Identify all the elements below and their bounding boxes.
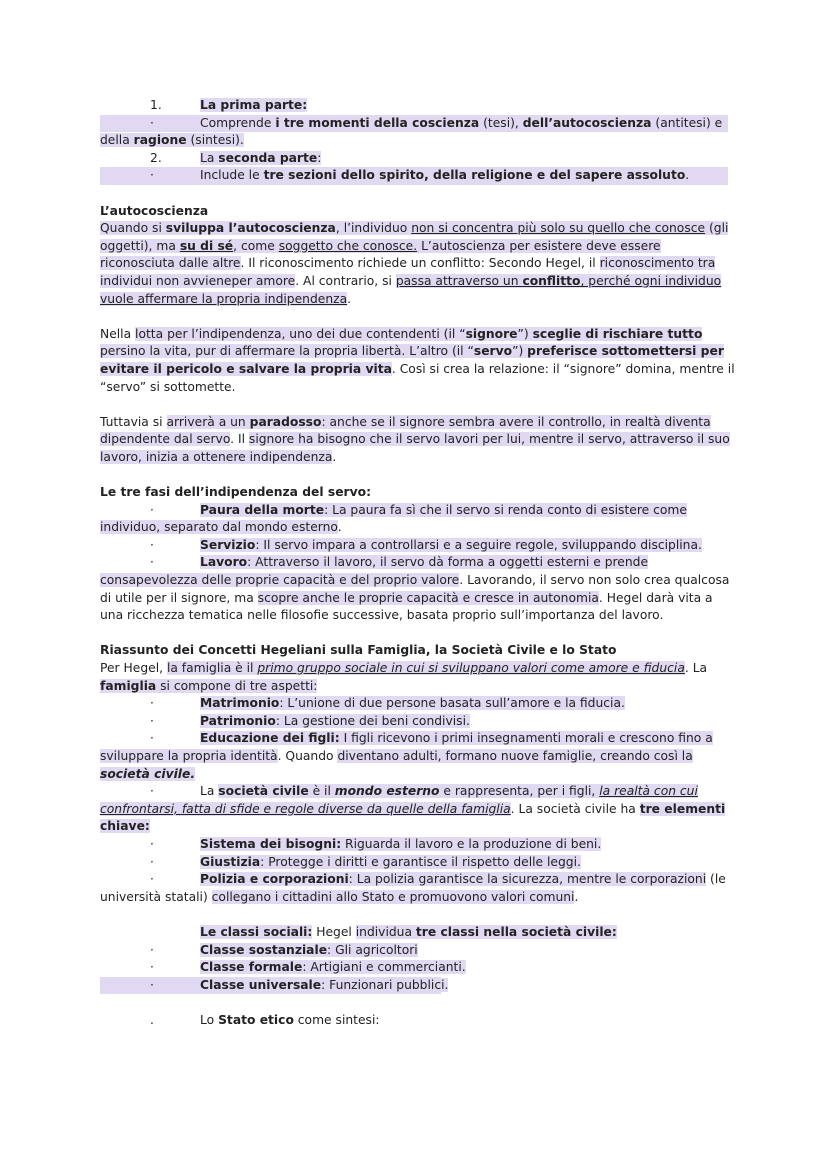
list-item: · Classe universale: Funzionari pubblici. xyxy=(100,977,728,995)
text-line: riconosciuta dalle altre. Il riconoscimento richiede un conflitto: Secondo Hegel, il riconoscimento tra xyxy=(100,256,716,271)
list-item: Le classi sociali: Hegel individua tre classi nella società civile: xyxy=(200,924,617,939)
list-item: · Classe formale: Artigiani e commercianti. xyxy=(100,959,728,977)
text-line: sviluppare la propria identità. Quando diventano adulti, formano nuove famiglie, creando così la xyxy=(100,748,693,763)
text-line: chiave: xyxy=(100,819,150,834)
list-number: 2. xyxy=(150,150,162,165)
document-page xyxy=(100,97,735,1029)
text-line: persino la vita, pur di affermare la propria libertà. L’altro (il “servo”) preferisce sottomettersi per xyxy=(100,344,724,359)
text-line: famiglia si compone di tre aspetti: xyxy=(100,678,318,693)
bullet: . xyxy=(150,1012,154,1027)
bullet: · xyxy=(150,784,154,799)
text-line: della ragione (sintesi). xyxy=(100,133,244,148)
list-item: · Comprende i tre momenti della coscienza (tesi), dell’autocoscienza (antitesi) e xyxy=(100,115,728,133)
text-line: lavoro, inizia a ottenere indipendenza. xyxy=(100,449,337,464)
bullet: · xyxy=(150,696,154,711)
section-heading: Le tre fasi dell’indipendenza del servo: xyxy=(100,485,371,500)
list-item: · Matrimonio: L’unione di due persone basata sull’amore e la fiducia. xyxy=(100,695,728,713)
list-item: · Include le tre sezioni dello spirito, della religione e del sapere assoluto. xyxy=(100,167,728,185)
list-number: 1. xyxy=(150,98,162,112)
list-item xyxy=(100,97,728,115)
bullet: · xyxy=(150,960,154,975)
text-line: oggetti), ma su di sé, come soggetto che conosce. L’autoscienza per esistere deve essere xyxy=(100,238,661,253)
list-item: · Sistema dei bisogni: Riguarda il lavoro e la produzione di beni. xyxy=(100,836,728,854)
bullet: · xyxy=(150,168,154,183)
list-item: · Lavoro: Attraverso il lavoro, il servo dà forma a oggetti esterni e prende xyxy=(100,554,728,572)
bullet: · xyxy=(150,555,154,570)
bullet: · xyxy=(150,836,154,851)
bullet: · xyxy=(150,977,154,992)
list-item: · Servizio: Il servo impara a controllarsi e a seguire regole, sviluppando disciplina. xyxy=(100,537,728,555)
text-line: dipendente dal servo. Il signore ha bisogno che il servo lavori per lui, mentre il servo, attraverso il suo xyxy=(100,432,730,447)
bullet: · xyxy=(150,537,154,552)
text-line: evitare il pericolo e salvare la propria vita. Così si crea la relazione: il “signore” domina, mentre il xyxy=(100,361,735,376)
text-line: vuole affermare la propria indipendenza. xyxy=(100,291,352,306)
bullet: · xyxy=(150,502,154,517)
text-line: Quando si sviluppa l’autocoscienza, l’individuo non si concentra più solo su quello che conosce (gli xyxy=(100,221,729,236)
list-item: · Patrimonio: La gestione dei beni condivisi. xyxy=(100,713,728,731)
bullet: · xyxy=(150,872,154,887)
text-line: università statali) collegano i cittadini allo Stato e promuovono valori comuni. xyxy=(100,889,579,904)
text-line: individui non avvieneper amore. Al contrario, si passa attraverso un conflitto, perché ogni individuo xyxy=(100,273,722,288)
list-item: · Polizia e corporazioni: La polizia garantisce la sicurezza, mentre le corporazioni (le xyxy=(100,871,728,889)
list-item: . Lo Stato etico come sintesi: xyxy=(100,1012,728,1030)
text-line: Nella lotta per l’indipendenza, uno dei due contendenti (il “signore”) sceglie di rischiare tutto xyxy=(100,326,703,341)
text-line: società civile. xyxy=(100,766,196,781)
text-line: individuo, separato dal mondo esterno. xyxy=(100,520,342,535)
list-item: · Classe sostanziale: Gli agricoltori xyxy=(100,942,728,960)
list-item: · La società civile è il mondo esterno e rappresenta, per i figli, la realtà con cui xyxy=(100,783,728,801)
text-line: Per Hegel, la famiglia è il primo gruppo sociale in cui si sviluppano valori come amore e fiducia. La xyxy=(100,661,708,675)
list-item: · Paura della morte: La paura fa sì che il servo si renda conto di esistere come xyxy=(100,502,728,520)
list-heading: La prima parte: xyxy=(200,98,308,112)
text-line: “servo” si sottomette. xyxy=(100,379,236,394)
section-heading: L’autocoscienza xyxy=(100,203,209,218)
bullet: · xyxy=(150,115,154,130)
bullet: · xyxy=(150,713,154,728)
bullet: · xyxy=(150,942,154,957)
text-line: Tuttavia si arriverà a un paradosso: anche se il signore sembra avere il controllo, in realtà diventa xyxy=(100,414,711,429)
text-line: consapevolezza delle proprie capacità e del proprio valore. Lavorando, il servo non solo crea qualcosa xyxy=(100,573,730,588)
section-heading: Riassunto dei Concetti Hegeliani sulla Famiglia, la Società Civile e lo Stato xyxy=(100,643,617,658)
text-line: una ricchezza tematica nelle filosofie successive, basata proprio sull’importanza del lavoro. xyxy=(100,608,664,623)
list-item: · Giustizia: Protegge i diritti e garantisce il rispetto delle leggi. xyxy=(100,854,728,872)
text-line: di utile per il signore, ma scopre anche le proprie capacità e cresce in autonomia. Hegel darà vita a xyxy=(100,590,713,605)
bullet: · xyxy=(150,731,154,746)
list-item: 2. La seconda parte: xyxy=(100,150,728,168)
text-line: confrontarsi, fatta di sfide e regole diverse da quelle della famiglia. La società civile ha tre elementi xyxy=(100,801,726,816)
bullet: · xyxy=(150,854,154,869)
list-item: · Educazione dei figli: I figli ricevono i primi insegnamenti morali e crescono fino a xyxy=(100,730,728,748)
